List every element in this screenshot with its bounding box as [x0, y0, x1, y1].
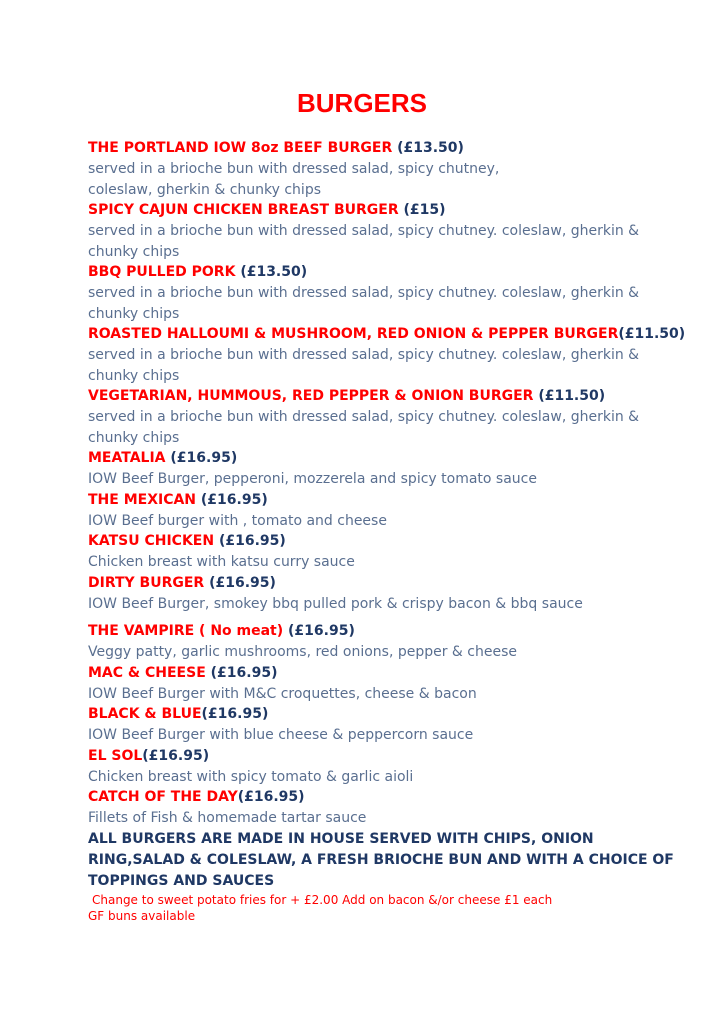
footer-note: ALL BURGERS ARE MADE IN HOUSE SERVED WITH CHIPS, ONION RING,SALAD & COLESLAW, A FRESH BRIOCHE BUN AND WITH A CHOICE OF TOPPINGS AND SAUCES — [88, 830, 674, 889]
menu-item-heading — [88, 704, 688, 725]
menu-item-heading — [88, 386, 688, 407]
menu-item-price: (£13.50) — [240, 264, 308, 280]
menu-item-price: (£13.50) — [397, 140, 464, 156]
spacer — [88, 614, 688, 621]
menu-item-heading — [88, 531, 688, 552]
menu-item — [88, 573, 688, 615]
menu-item-heading — [88, 200, 688, 221]
menu-item-heading — [88, 138, 688, 159]
menu-item — [88, 324, 688, 386]
menu-item-price: (£16.95) — [210, 664, 278, 681]
menu-item-heading — [88, 324, 688, 345]
menu-item-heading — [88, 746, 688, 767]
menu-item-heading — [88, 787, 688, 808]
menu-item-name: BBQ PULLED PORK — [88, 264, 241, 280]
menu-item — [88, 531, 688, 573]
menu-item-description: IOW Beef Burger, smokey bbq pulled pork & crispy bacon & bbq sauce — [88, 595, 583, 612]
menu-item-name: MEATALIA — [88, 450, 171, 466]
menu-item-price: (£16.95) — [201, 706, 269, 722]
menu-item-description: Chicken breast with katsu curry sauce — [88, 554, 355, 570]
menu-item-description: served in a brioche bun with dressed salad, spicy chutney. coleslaw, gherkin & chunky chips — [88, 285, 640, 322]
menu-item-price: (£11.50) — [538, 388, 606, 404]
menu-item-price: (£16.95) — [142, 747, 210, 764]
menu-item-description: Chicken breast with spicy tomato & garlic aioli — [88, 768, 414, 785]
menu-item — [88, 490, 688, 532]
menu-item-name: VEGETARIAN, HUMMOUS, RED PEPPER & ONION BURGER — [88, 388, 539, 404]
menu-list — [88, 138, 688, 924]
menu-item-description: IOW Beef Burger, pepperoni, mozzerela and spicy tomato sauce — [88, 471, 537, 487]
menu-item-price: (£16.95) — [288, 623, 355, 639]
menu-item-name: MAC & CHEESE — [88, 664, 211, 681]
menu-item-heading — [88, 490, 688, 511]
menu-item — [88, 200, 688, 262]
menu-item-description: IOW Beef Burger with M&C croquettes, cheese & bacon — [88, 685, 477, 702]
menu-item-name: THE PORTLAND IOW 8oz BEEF BURGER — [88, 140, 398, 156]
menu-item-name: CATCH OF THE DAY — [88, 789, 238, 805]
menu-item-name: THE VAMPIRE ( No meat) — [88, 623, 289, 639]
menu-item-description: served in a brioche bun with dressed salad, spicy chutney. coleslaw, gherkin & chunky chips — [88, 347, 640, 384]
menu-item-description: IOW Beef Burger with blue cheese & peppercorn sauce — [88, 727, 474, 743]
menu-item-price: (£16.95) — [170, 450, 238, 466]
menu-item-price: (£15) — [403, 202, 446, 218]
extras-line-1: Change to sweet potato fries for + £2.00 Add on bacon &/or cheese £1 each — [92, 892, 553, 907]
menu-item-name: EL SOL — [88, 747, 143, 764]
menu-item — [88, 621, 688, 663]
menu-item-name: BLACK & BLUE — [88, 706, 202, 722]
extras-note — [88, 892, 688, 924]
menu-item-description: Fillets of Fish & homemade tartar sauce — [88, 810, 367, 826]
extras-line-2: GF buns available — [88, 908, 196, 923]
menu-item — [88, 262, 688, 324]
page-title: BURGERS — [296, 88, 427, 118]
menu-item-name: SPICY CAJUN CHICKEN BREAST BURGER — [88, 202, 404, 218]
menu-item — [88, 663, 688, 705]
menu-item-name: KATSU CHICKEN — [88, 533, 219, 549]
menu-item-name: DIRTY BURGER — [88, 574, 210, 591]
menu-item-price: (£11.50) — [618, 326, 686, 342]
menu-item — [88, 746, 688, 788]
menu-item-description: served in a brioche bun with dressed salad, spicy chutney. coleslaw, gherkin & chunky chips — [88, 223, 640, 260]
menu-item — [88, 787, 688, 829]
menu-item-description: Veggy patty, garlic mushrooms, red onions, pepper & cheese — [88, 644, 518, 660]
menu-item-price: (£16.95) — [218, 533, 286, 549]
menu-item-description: served in a brioche bun with dressed salad, spicy chutney, coleslaw, gherkin & chunky chips — [88, 161, 500, 198]
menu-item-heading — [88, 448, 688, 469]
menu-item-heading — [88, 621, 688, 642]
menu-item-heading — [88, 663, 688, 684]
menu-item-name: THE MEXICAN — [88, 491, 201, 508]
menu-item-name: ROASTED HALLOUMI & MUSHROOM, RED ONION & PEPPER BURGER — [88, 326, 619, 342]
menu-item — [88, 138, 688, 200]
menu-item — [88, 704, 688, 746]
menu-item-price: (£16.95) — [209, 574, 276, 591]
menu-items — [88, 138, 688, 829]
menu-item — [88, 448, 688, 490]
menu-item-heading — [88, 262, 688, 283]
menu-item — [88, 386, 688, 448]
menu-item-description: served in a brioche bun with dressed salad, spicy chutney. coleslaw, gherkin & chunky chips — [88, 409, 640, 446]
menu-item-price: (£16.95) — [237, 789, 305, 805]
menu-item-description: IOW Beef burger with , tomato and cheese — [88, 512, 387, 529]
menu-item-heading — [88, 573, 688, 594]
menu-item-price: (£16.95) — [200, 491, 268, 508]
